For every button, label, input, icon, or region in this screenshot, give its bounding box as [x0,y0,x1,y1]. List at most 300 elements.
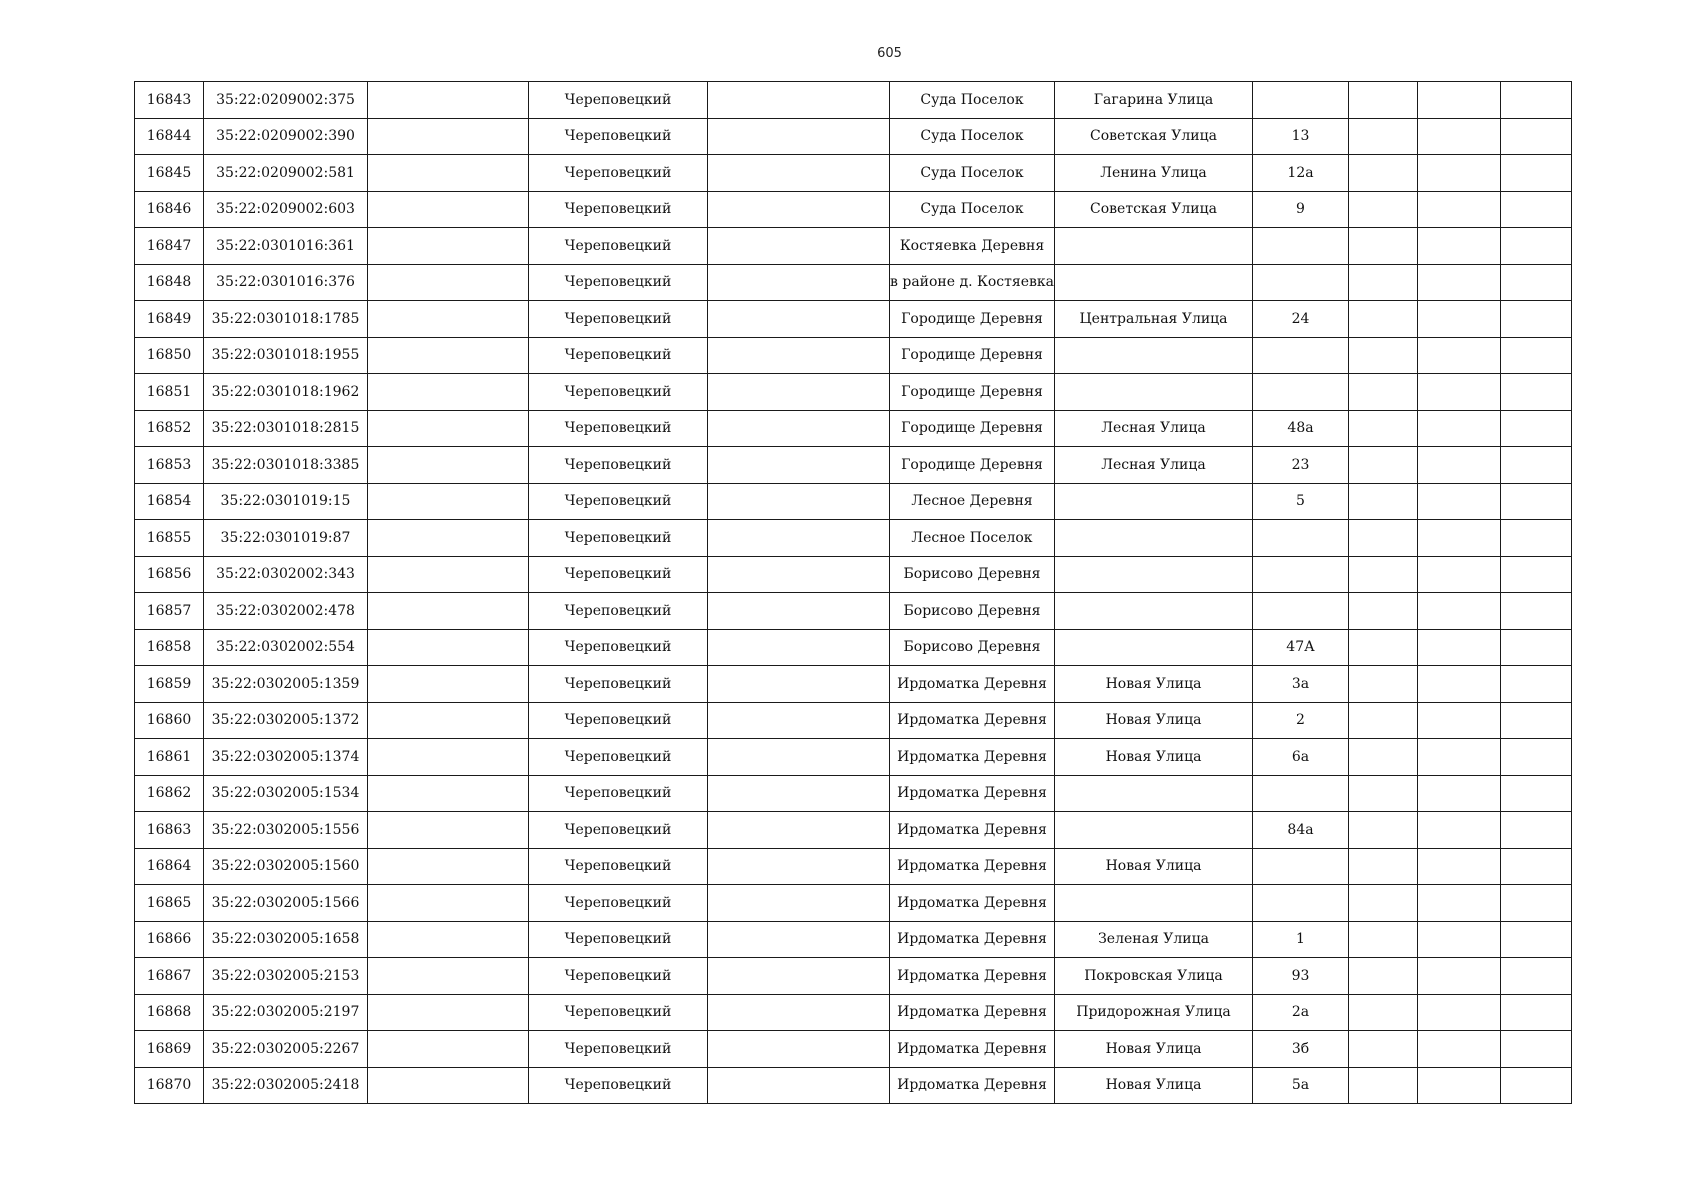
empty-cell [1501,921,1572,958]
district-cell: Череповецкий [529,702,708,739]
locality-cell: Ирдоматка Деревня [890,702,1055,739]
street-cell: Гагарина Улица [1055,82,1253,119]
street-cell: Зеленая Улица [1055,921,1253,958]
street-cell [1055,264,1253,301]
empty-cell [1501,812,1572,849]
empty-cell [708,556,890,593]
locality-cell: Ирдоматка Деревня [890,885,1055,922]
empty-cell [368,739,529,776]
empty-cell [1501,994,1572,1031]
empty-cell [1349,155,1418,192]
empty-cell [368,958,529,995]
row-number-cell: 16846 [135,191,204,228]
locality-cell: Суда Поселок [890,118,1055,155]
empty-cell [1501,739,1572,776]
empty-cell [368,82,529,119]
house-number-cell [1253,885,1349,922]
table-row [135,812,1572,849]
row-number-cell: 16848 [135,264,204,301]
empty-cell [708,301,890,338]
district-cell: Череповецкий [529,994,708,1031]
empty-cell [1349,812,1418,849]
empty-cell [1349,191,1418,228]
empty-cell [368,593,529,630]
empty-cell [1418,191,1501,228]
house-number-cell: 84а [1253,812,1349,849]
house-number-cell: 24 [1253,301,1349,338]
empty-cell [368,155,529,192]
locality-cell: Ирдоматка Деревня [890,739,1055,776]
empty-cell [1501,301,1572,338]
locality-cell: Лесное Деревня [890,483,1055,520]
empty-cell [708,520,890,557]
empty-cell [1501,1031,1572,1068]
table-row [135,556,1572,593]
empty-cell [1349,1067,1418,1104]
row-number-cell: 16855 [135,520,204,557]
street-cell [1055,483,1253,520]
empty-cell [368,337,529,374]
empty-cell [1501,848,1572,885]
empty-cell [708,1067,890,1104]
cadastral-number-cell: 35:22:0302005:1374 [204,739,368,776]
table-row [135,447,1572,484]
empty-cell [1349,374,1418,411]
cadastral-number-cell: 35:22:0301018:1962 [204,374,368,411]
empty-cell [708,337,890,374]
house-number-cell [1253,775,1349,812]
empty-cell [1501,228,1572,265]
empty-cell [1501,958,1572,995]
empty-cell [1349,118,1418,155]
empty-cell [708,191,890,228]
empty-cell [368,885,529,922]
empty-cell [708,702,890,739]
empty-cell [708,629,890,666]
empty-cell [1501,82,1572,119]
cadastral-number-cell: 35:22:0302005:1556 [204,812,368,849]
table-row [135,191,1572,228]
cadastral-number-cell: 35:22:0302002:343 [204,556,368,593]
row-number-cell: 16850 [135,337,204,374]
empty-cell [708,155,890,192]
empty-cell [1418,301,1501,338]
house-number-cell: 9 [1253,191,1349,228]
house-number-cell: 3а [1253,666,1349,703]
street-cell [1055,629,1253,666]
empty-cell [1418,921,1501,958]
cadastral-number-cell: 35:22:0302005:2197 [204,994,368,1031]
row-number-cell: 16869 [135,1031,204,1068]
registry-table [134,81,1572,1104]
house-number-cell: 13 [1253,118,1349,155]
empty-cell [1418,958,1501,995]
empty-cell [1349,739,1418,776]
district-cell: Череповецкий [529,228,708,265]
row-number-cell: 16865 [135,885,204,922]
house-number-cell [1253,593,1349,630]
empty-cell [368,118,529,155]
table-row [135,848,1572,885]
street-cell: Ленина Улица [1055,155,1253,192]
cadastral-number-cell: 35:22:0302005:1359 [204,666,368,703]
empty-cell [708,885,890,922]
empty-cell [368,1031,529,1068]
empty-cell [368,228,529,265]
empty-cell [1501,191,1572,228]
empty-cell [368,520,529,557]
locality-cell: Лесное Поселок [890,520,1055,557]
house-number-cell [1253,520,1349,557]
empty-cell [368,483,529,520]
cadastral-number-cell: 35:22:0301018:2815 [204,410,368,447]
empty-cell [1418,1067,1501,1104]
street-cell: Советская Улица [1055,118,1253,155]
house-number-cell: 47А [1253,629,1349,666]
row-number-cell: 16845 [135,155,204,192]
row-number-cell: 16857 [135,593,204,630]
table-row [135,264,1572,301]
table-row [135,739,1572,776]
street-cell: Новая Улица [1055,702,1253,739]
row-number-cell: 16859 [135,666,204,703]
empty-cell [708,410,890,447]
table-row [135,301,1572,338]
empty-cell [1418,702,1501,739]
empty-cell [1349,666,1418,703]
empty-cell [368,629,529,666]
empty-cell [368,775,529,812]
empty-cell [708,118,890,155]
district-cell: Череповецкий [529,885,708,922]
row-number-cell: 16847 [135,228,204,265]
empty-cell [368,702,529,739]
locality-cell: Борисово Деревня [890,593,1055,630]
locality-cell: Борисово Деревня [890,556,1055,593]
street-cell: Новая Улица [1055,848,1253,885]
empty-cell [1418,374,1501,411]
locality-cell: Ирдоматка Деревня [890,921,1055,958]
street-cell: Новая Улица [1055,1067,1253,1104]
empty-cell [1349,885,1418,922]
street-cell: Советская Улица [1055,191,1253,228]
empty-cell [1418,520,1501,557]
empty-cell [368,447,529,484]
cadastral-number-cell: 35:22:0302005:1566 [204,885,368,922]
district-cell: Череповецкий [529,958,708,995]
locality-cell: Костяевка Деревня [890,228,1055,265]
district-cell: Череповецкий [529,520,708,557]
empty-cell [708,447,890,484]
locality-cell: Борисово Деревня [890,629,1055,666]
street-cell [1055,885,1253,922]
cadastral-number-cell: 35:22:0301019:87 [204,520,368,557]
empty-cell [1349,228,1418,265]
table-row [135,666,1572,703]
table-row [135,82,1572,119]
empty-cell [708,1031,890,1068]
empty-cell [708,228,890,265]
locality-cell: Ирдоматка Деревня [890,958,1055,995]
table-row [135,958,1572,995]
row-number-cell: 16843 [135,82,204,119]
table-row [135,1031,1572,1068]
row-number-cell: 16868 [135,994,204,1031]
empty-cell [1418,739,1501,776]
district-cell: Череповецкий [529,556,708,593]
empty-cell [1349,82,1418,119]
empty-cell [1349,337,1418,374]
street-cell: Покровская Улица [1055,958,1253,995]
empty-cell [1501,447,1572,484]
table-row [135,885,1572,922]
cadastral-number-cell: 35:22:0302005:2418 [204,1067,368,1104]
district-cell: Череповецкий [529,155,708,192]
empty-cell [368,1067,529,1104]
locality-cell: Ирдоматка Деревня [890,1031,1055,1068]
row-number-cell: 16858 [135,629,204,666]
district-cell: Череповецкий [529,629,708,666]
empty-cell [1349,994,1418,1031]
empty-cell [708,775,890,812]
cadastral-number-cell: 35:22:0301016:361 [204,228,368,265]
table-row [135,155,1572,192]
district-cell: Череповецкий [529,666,708,703]
empty-cell [1418,155,1501,192]
empty-cell [368,994,529,1031]
empty-cell [708,483,890,520]
locality-cell: Суда Поселок [890,82,1055,119]
table-row [135,337,1572,374]
district-cell: Череповецкий [529,921,708,958]
empty-cell [1349,301,1418,338]
district-cell: Череповецкий [529,374,708,411]
empty-cell [1418,885,1501,922]
cadastral-number-cell: 35:22:0302005:1534 [204,775,368,812]
empty-cell [1349,483,1418,520]
street-cell [1055,374,1253,411]
row-number-cell: 16849 [135,301,204,338]
district-cell: Череповецкий [529,739,708,776]
house-number-cell [1253,82,1349,119]
row-number-cell: 16863 [135,812,204,849]
house-number-cell: 2а [1253,994,1349,1031]
district-cell: Череповецкий [529,593,708,630]
empty-cell [1501,666,1572,703]
page-number: 605 [877,46,902,61]
cadastral-number-cell: 35:22:0209002:581 [204,155,368,192]
row-number-cell: 16860 [135,702,204,739]
empty-cell [1418,812,1501,849]
district-cell: Череповецкий [529,337,708,374]
district-cell: Череповецкий [529,191,708,228]
cadastral-number-cell: 35:22:0302005:2153 [204,958,368,995]
empty-cell [368,301,529,338]
empty-cell [1418,556,1501,593]
row-number-cell: 16844 [135,118,204,155]
district-cell: Череповецкий [529,447,708,484]
street-cell: Центральная Улица [1055,301,1253,338]
empty-cell [1418,848,1501,885]
empty-cell [708,82,890,119]
district-cell: Череповецкий [529,118,708,155]
table-row [135,1067,1572,1104]
empty-cell [708,958,890,995]
empty-cell [1418,82,1501,119]
house-number-cell [1253,228,1349,265]
house-number-cell [1253,374,1349,411]
empty-cell [368,556,529,593]
empty-cell [1501,483,1572,520]
empty-cell [368,191,529,228]
row-number-cell: 16853 [135,447,204,484]
district-cell: Череповецкий [529,301,708,338]
empty-cell [708,994,890,1031]
empty-cell [708,666,890,703]
cadastral-number-cell: 35:22:0302005:1560 [204,848,368,885]
table-row [135,994,1572,1031]
street-cell: Новая Улица [1055,666,1253,703]
table-body [135,82,1572,1104]
empty-cell [708,848,890,885]
street-cell [1055,520,1253,557]
empty-cell [708,374,890,411]
cadastral-number-cell: 35:22:0301016:376 [204,264,368,301]
cadastral-number-cell: 35:22:0302005:2267 [204,1031,368,1068]
empty-cell [1418,994,1501,1031]
house-number-cell [1253,848,1349,885]
table-row [135,520,1572,557]
cadastral-number-cell: 35:22:0209002:375 [204,82,368,119]
street-cell: Придорожная Улица [1055,994,1253,1031]
empty-cell [368,410,529,447]
cadastral-number-cell: 35:22:0302002:478 [204,593,368,630]
empty-cell [1501,556,1572,593]
street-cell: Новая Улица [1055,1031,1253,1068]
table-row [135,775,1572,812]
cadastral-number-cell: 35:22:0209002:390 [204,118,368,155]
empty-cell [1418,629,1501,666]
district-cell: Череповецкий [529,775,708,812]
empty-cell [368,264,529,301]
house-number-cell: 48а [1253,410,1349,447]
locality-cell: Ирдоматка Деревня [890,812,1055,849]
empty-cell [1349,556,1418,593]
house-number-cell: 5а [1253,1067,1349,1104]
district-cell: Череповецкий [529,82,708,119]
row-number-cell: 16861 [135,739,204,776]
street-cell: Лесная Улица [1055,447,1253,484]
street-cell [1055,337,1253,374]
empty-cell [1349,593,1418,630]
empty-cell [368,812,529,849]
district-cell: Череповецкий [529,812,708,849]
district-cell: Череповецкий [529,483,708,520]
empty-cell [1501,629,1572,666]
district-cell: Череповецкий [529,1031,708,1068]
empty-cell [1418,337,1501,374]
row-number-cell: 16870 [135,1067,204,1104]
empty-cell [708,812,890,849]
table-row [135,374,1572,411]
table-row [135,483,1572,520]
empty-cell [1501,337,1572,374]
table-row [135,118,1572,155]
house-number-cell: 23 [1253,447,1349,484]
empty-cell [1501,155,1572,192]
empty-cell [1418,447,1501,484]
table-row [135,593,1572,630]
empty-cell [1418,1031,1501,1068]
empty-cell [1349,447,1418,484]
street-cell: Новая Улица [1055,739,1253,776]
street-cell [1055,775,1253,812]
house-number-cell: 93 [1253,958,1349,995]
locality-cell: Городище Деревня [890,374,1055,411]
cadastral-number-cell: 35:22:0302002:554 [204,629,368,666]
table-row [135,410,1572,447]
locality-cell: Городище Деревня [890,410,1055,447]
empty-cell [1349,629,1418,666]
district-cell: Череповецкий [529,410,708,447]
locality-cell: Городище Деревня [890,337,1055,374]
row-number-cell: 16866 [135,921,204,958]
cadastral-number-cell: 35:22:0301019:15 [204,483,368,520]
empty-cell [1418,228,1501,265]
cadastral-number-cell: 35:22:0209002:603 [204,191,368,228]
row-number-cell: 16856 [135,556,204,593]
locality-cell: Ирдоматка Деревня [890,1067,1055,1104]
street-cell [1055,593,1253,630]
empty-cell [368,666,529,703]
empty-cell [1349,520,1418,557]
locality-cell: Ирдоматка Деревня [890,848,1055,885]
empty-cell [1418,666,1501,703]
table-row [135,228,1572,265]
locality-cell: Ирдоматка Деревня [890,666,1055,703]
empty-cell [1349,1031,1418,1068]
street-cell [1055,228,1253,265]
house-number-cell [1253,337,1349,374]
empty-cell [1418,410,1501,447]
empty-cell [1501,520,1572,557]
row-number-cell: 16852 [135,410,204,447]
empty-cell [368,374,529,411]
empty-cell [1501,118,1572,155]
house-number-cell: 6а [1253,739,1349,776]
row-number-cell: 16867 [135,958,204,995]
empty-cell [1349,702,1418,739]
empty-cell [1501,264,1572,301]
house-number-cell: 12а [1253,155,1349,192]
empty-cell [1349,264,1418,301]
empty-cell [1501,1067,1572,1104]
empty-cell [368,921,529,958]
cadastral-number-cell: 35:22:0301018:3385 [204,447,368,484]
street-cell [1055,556,1253,593]
row-number-cell: 16854 [135,483,204,520]
locality-cell: Суда Поселок [890,191,1055,228]
empty-cell [708,593,890,630]
house-number-cell: 1 [1253,921,1349,958]
empty-cell [1418,775,1501,812]
row-number-cell: 16864 [135,848,204,885]
table-row [135,629,1572,666]
empty-cell [1349,848,1418,885]
district-cell: Череповецкий [529,848,708,885]
row-number-cell: 16851 [135,374,204,411]
locality-cell: Городище Деревня [890,447,1055,484]
